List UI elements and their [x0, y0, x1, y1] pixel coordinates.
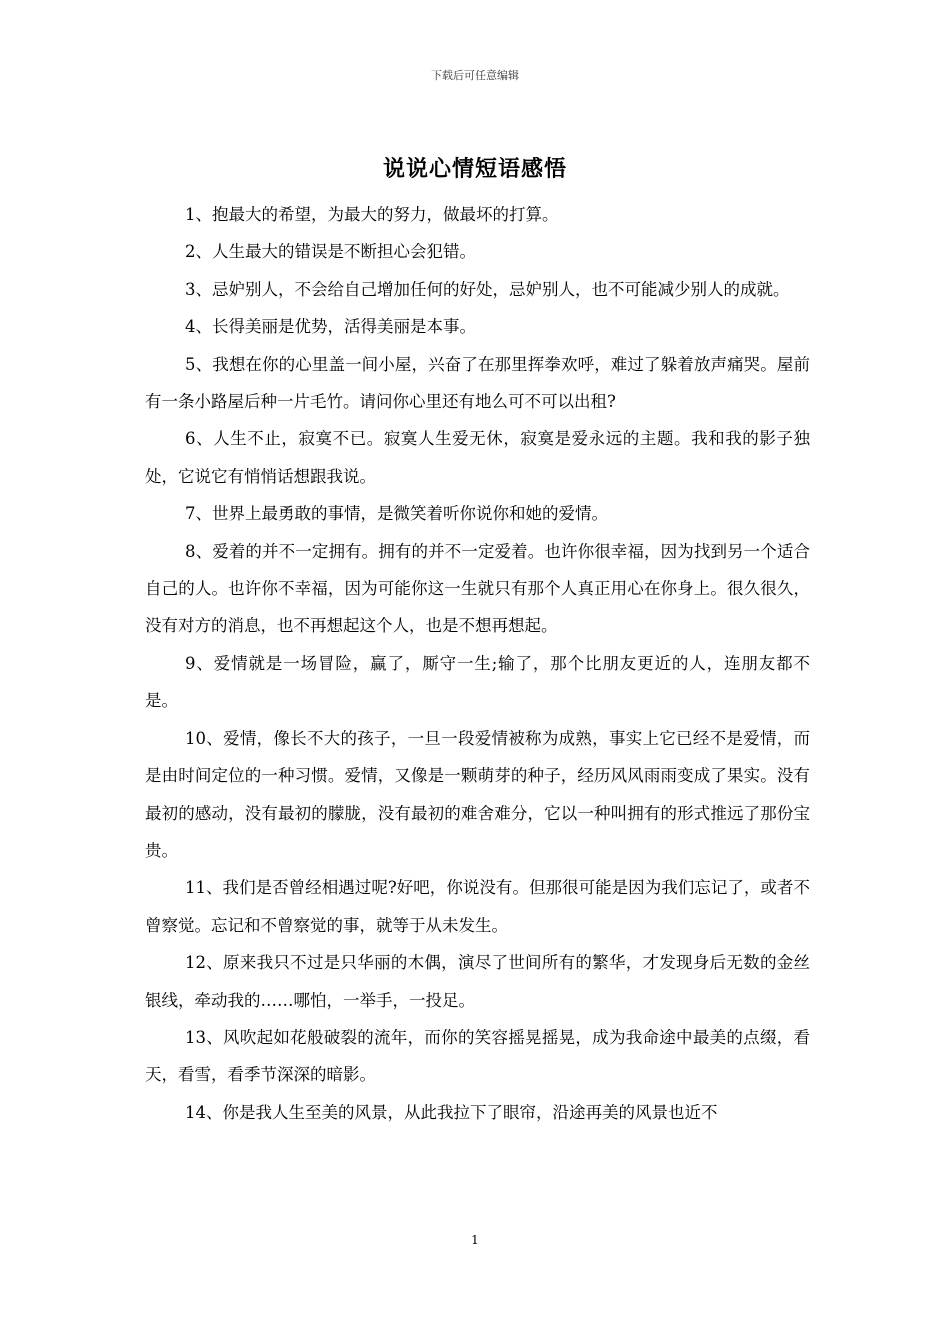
- paragraph: 1、抱最大的希望，为最大的努力，做最坏的打算。: [185, 205, 559, 224]
- document-title: 说说心情短语感悟: [382, 156, 567, 182]
- page-number: 1: [471, 1233, 479, 1247]
- header-note: 下载后可任意编辑: [431, 69, 519, 82]
- paragraph: 3、忌妒别人，不会给自己增加任何的好处，忌妒别人，也不可能减少别人的成就。: [185, 279, 790, 299]
- document-body: [145, 196, 810, 1131]
- paragraph: 6、人生不止，寂寞不已。寂寞人生爱无休，寂寞是爱永远的主题。我和我的影子独处，它说它有悄悄话想跟我说。: [145, 429, 810, 486]
- paragraph: 10、爱情，像长不大的孩子，一旦一段爱情被称为成熟，事实上它已经不是爱情，而是由时间定位的一种习惯。爱情，又像是一颗萌芽的种子，经历风风雨雨变成了果实。没有最初的感动，没有最初的朦胧，没有最初的难舍难分，它以一种叫拥有的形式推远了那份宝贵。: [145, 728, 810, 860]
- paragraph: 8、爱着的并不一定拥有。拥有的并不一定爱着。也许你很幸福，因为找到另一个适合自己的人。也许你不幸福，因为可能你这一生就只有那个人真正用心在你身上。很久很久，没有对方的消息，也不再想起这个人，也是不想再想起。: [145, 541, 810, 636]
- paragraph: 2、人生最大的错误是不断担心会犯错。: [185, 242, 476, 262]
- paragraph: 9、爱情就是一场冒险，赢了，厮守一生;输了，那个比朋友更近的人，连朋友都不是。: [145, 653, 810, 711]
- paragraph: 4、长得美丽是优势，活得美丽是本事。: [185, 317, 476, 337]
- paragraph: 5、我想在你的心里盖一间小屋，兴奋了在那里挥拳欢呼，难过了躲着放声痛哭。屋前有一条小路屋后种一片毛竹。请问你心里还有地么可不可以出租?: [145, 354, 810, 412]
- paragraph: 13、风吹起如花般破裂的流年，而你的笑容摇晃摇晃，成为我命途中最美的点缀，看天，看雪，看季节深深的暗影。: [145, 1027, 810, 1085]
- paragraph: 11、我们是否曾经相遇过呢?好吧，你说没有。但那很可能是因为我们忘记了，或者不曾察觉。忘记和不曾察觉的事，就等于从未发生。: [145, 878, 810, 935]
- paragraph: 12、原来我只不过是只华丽的木偶，演尽了世间所有的繁华，才发现身后无数的金丝银线，牵动我的……哪怕，一举手，一投足。: [145, 953, 810, 1010]
- paragraph: 14、你是我人生至美的风景，从此我拉下了眼帘，沿途再美的风景也近不: [185, 1102, 718, 1122]
- paragraph: 7、世界上最勇敢的事情，是微笑着听你说你和她的爱情。: [185, 504, 608, 524]
